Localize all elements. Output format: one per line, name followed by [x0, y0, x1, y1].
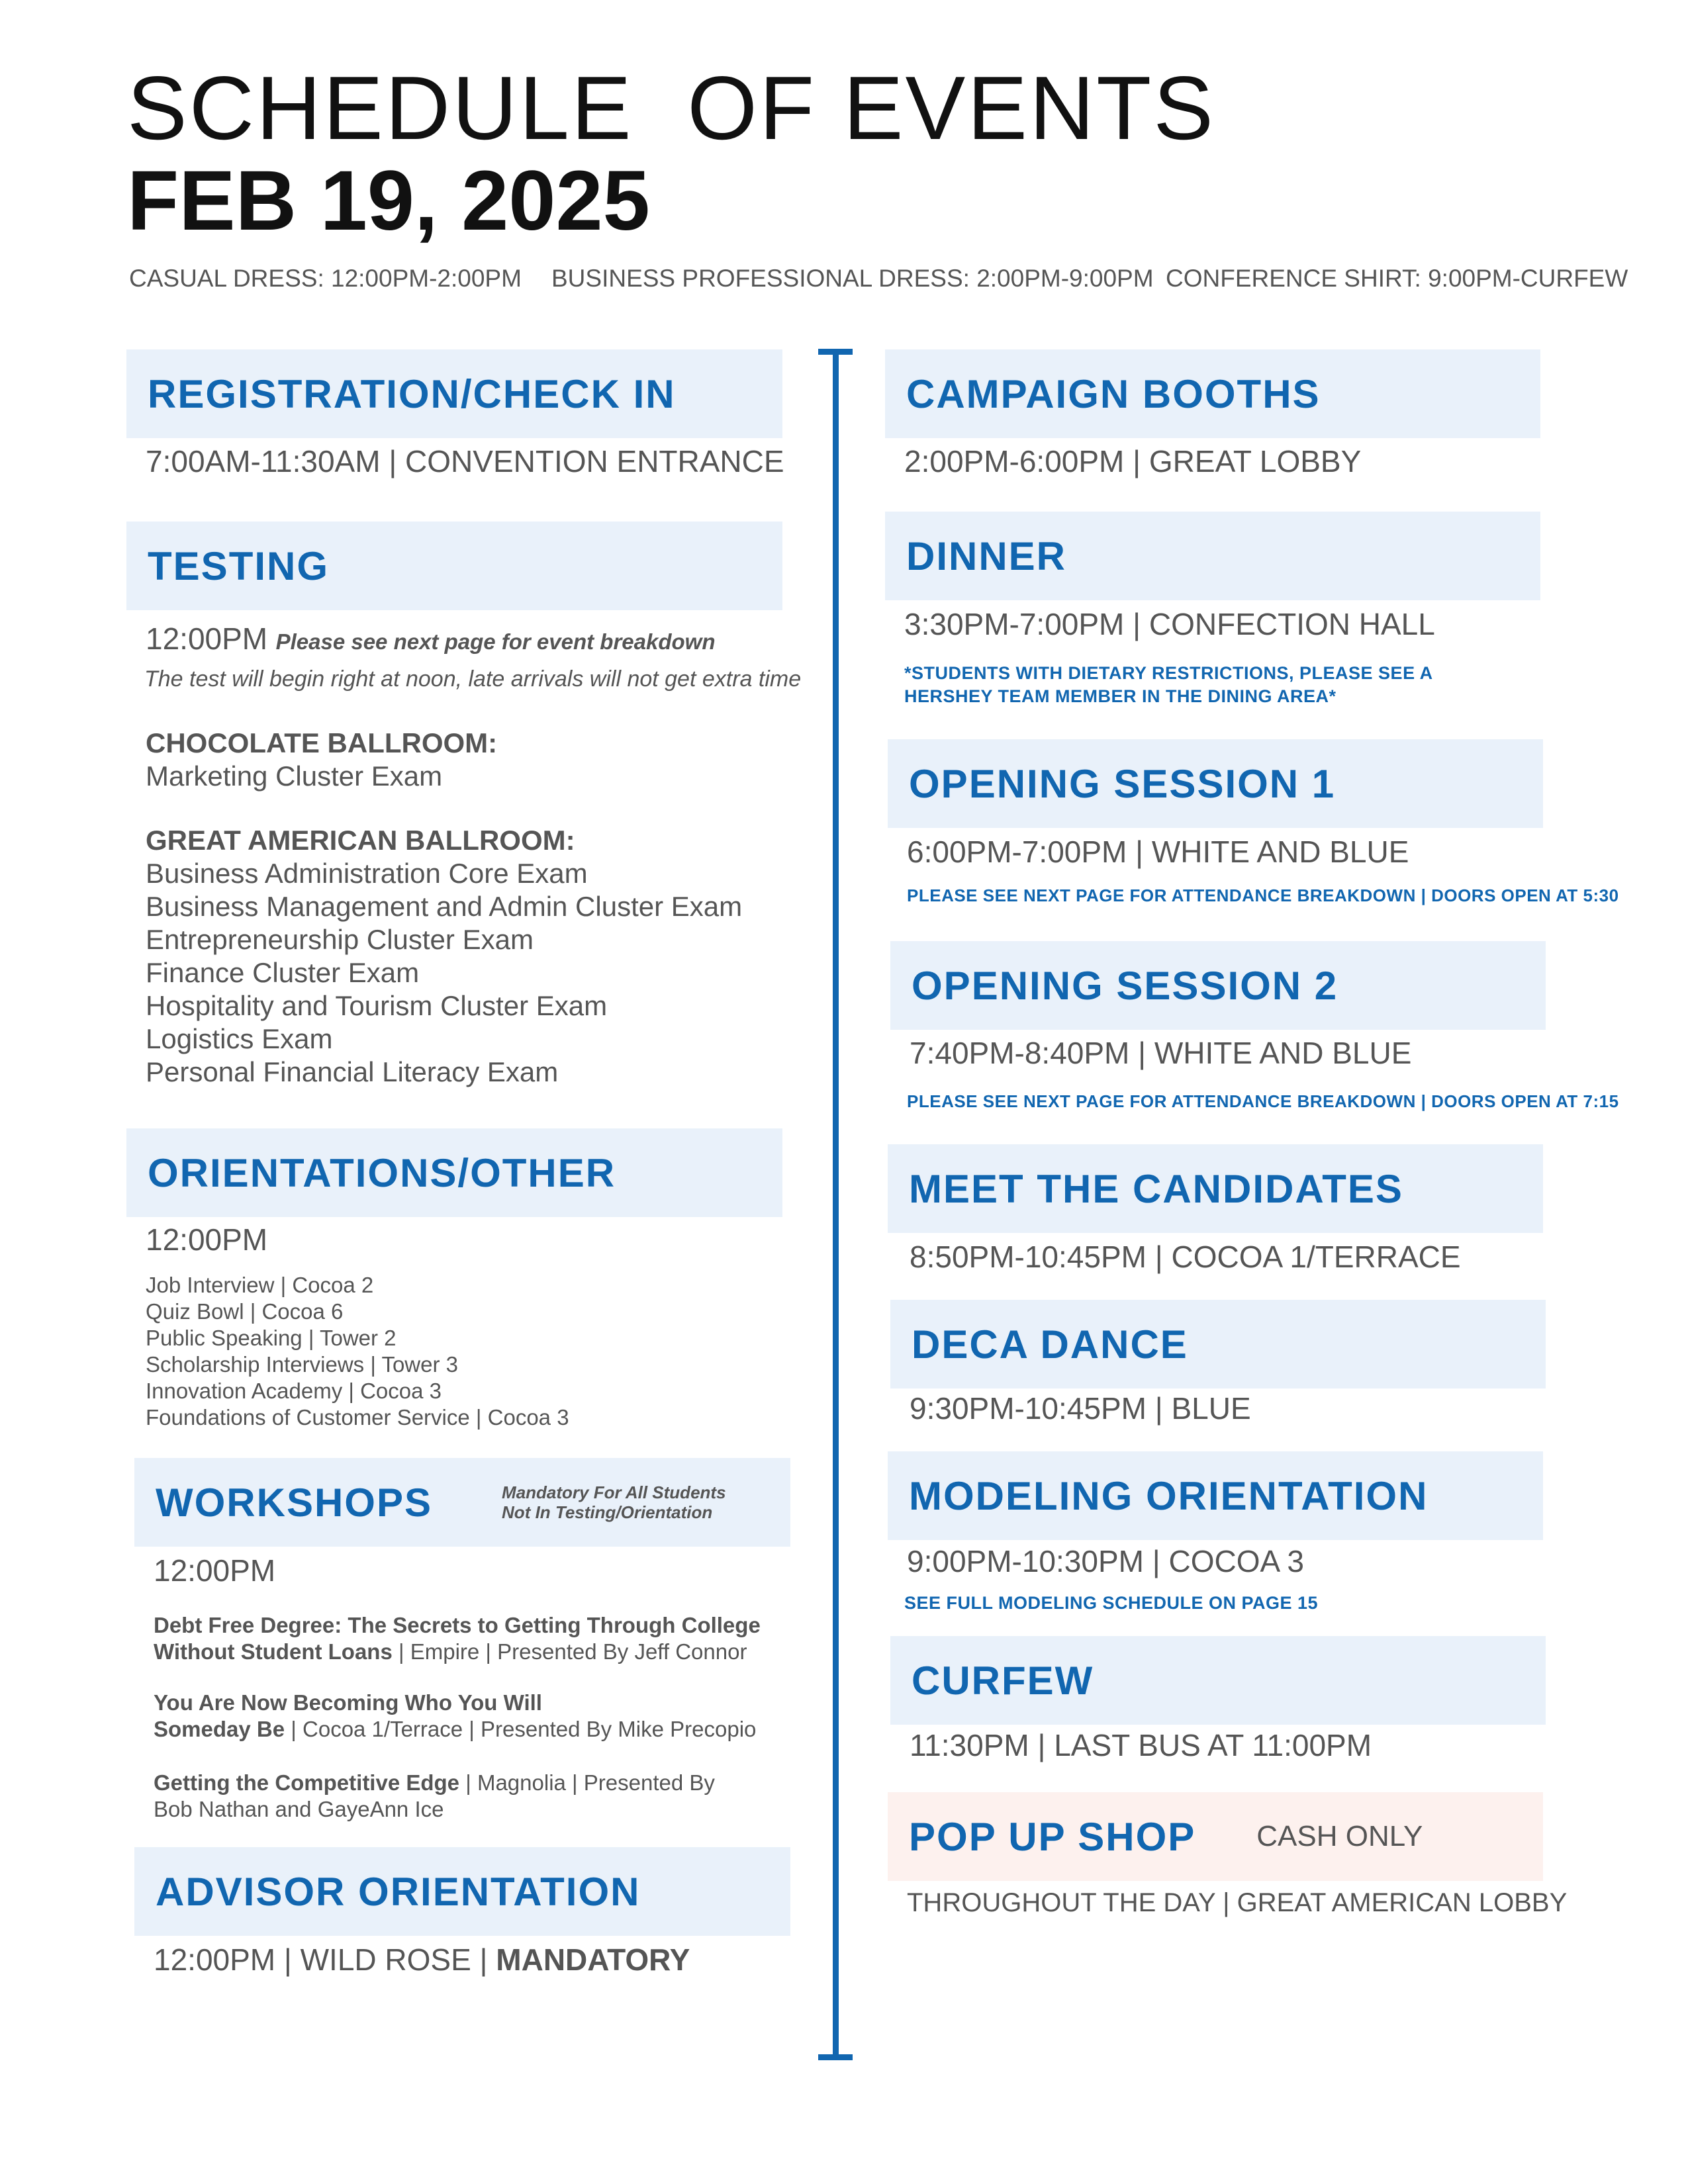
campaign-title: CAMPAIGN BOOTHS [906, 371, 1321, 416]
campaign-time: 2:00PM-6:00PM | GREAT LOBBY [904, 444, 1362, 478]
dress-shirt: CONFERENCE SHIRT: 9:00PM-CURFEW [1166, 265, 1628, 292]
dinner-note-line2: HERSHEY TEAM MEMBER IN THE DINING AREA* [904, 686, 1336, 706]
workshops-note-line2: Not In Testing/Orientation [502, 1502, 713, 1522]
workshop-1 [154, 1612, 761, 1665]
popup-shop-time: THROUGHOUT THE DAY | GREAT AMERICAN LOBBY [907, 1888, 1568, 1917]
workshop-3-details: | Magnolia | Presented By [459, 1770, 715, 1795]
popup-shop-header [888, 1792, 1543, 1881]
modeling-time: 9:00PM-10:30PM | COCOA 3 [907, 1544, 1304, 1578]
page-title: SCHEDULE OF EVENTS [127, 58, 1215, 158]
orientation-item: Job Interview | Cocoa 2 [146, 1273, 374, 1297]
orientations-header [126, 1128, 782, 1217]
workshops-note-line1: Mandatory For All Students [502, 1482, 726, 1502]
workshop-1-details: | Empire | Presented By Jeff Connor [392, 1639, 747, 1664]
workshop-3 [154, 1770, 715, 1823]
timeline-cap-bottom [818, 2054, 853, 2060]
popup-shop-title: POP UP SHOP [909, 1814, 1196, 1859]
curfew-header [890, 1636, 1546, 1725]
orientation-item: Public Speaking | Tower 2 [146, 1326, 397, 1350]
workshop-2-title-b: Someday Be [154, 1717, 285, 1741]
meet-candidates-time: 8:50PM-10:45PM | COCOA 1/TERRACE [910, 1240, 1461, 1274]
page-date: FEB 19, 2025 [127, 154, 650, 248]
workshop-2-title-a: You Are Now Becoming Who You Will [154, 1690, 542, 1715]
orientation-item: Scholarship Interviews | Tower 3 [146, 1352, 459, 1377]
deca-dance-time: 9:30PM-10:45PM | BLUE [910, 1391, 1251, 1426]
dinner-header [885, 512, 1540, 600]
opening-session-2-header [890, 941, 1546, 1030]
advisor-time: 12:00PM | WILD ROSE | [154, 1942, 496, 1977]
exam-item: Personal Financial Literacy Exam [146, 1056, 559, 1087]
orientations-title: ORIENTATIONS/OTHER [148, 1150, 616, 1195]
dress-business: BUSINESS PROFESSIONAL DRESS: 2:00PM-9:00PM [551, 265, 1154, 292]
dinner-time: 3:30PM-7:00PM | CONFECTION HALL [904, 607, 1435, 641]
dinner-title: DINNER [906, 533, 1067, 578]
orientation-item: Foundations of Customer Service | Cocoa 3 [146, 1405, 569, 1430]
opening-session-2-note: PLEASE SEE NEXT PAGE FOR ATTENDANCE BREAKDOWN | DOORS OPEN AT 7:15 [907, 1091, 1619, 1111]
curfew-time: 11:30PM | LAST BUS AT 11:00PM [910, 1728, 1372, 1762]
advisor-title: ADVISOR ORIENTATION [156, 1869, 641, 1914]
opening-session-2-title: OPENING SESSION 2 [912, 963, 1338, 1008]
workshop-1-title-a: Debt Free Degree: The Secrets to Getting Through College [154, 1613, 761, 1637]
orientations-list [146, 1272, 569, 1431]
workshop-3-title: Getting the Competitive Edge [154, 1770, 460, 1795]
chocolate-ballroom-item: Marketing Cluster Exam [146, 760, 443, 792]
modeling-note: SEE FULL MODELING SCHEDULE ON PAGE 15 [904, 1593, 1319, 1613]
workshops-title: WORKSHOPS [156, 1480, 433, 1525]
meet-candidates-header [888, 1144, 1543, 1233]
timeline-cap-top [818, 349, 853, 355]
workshop-3-presenters: Bob Nathan and GayeAnn Ice [154, 1797, 444, 1821]
exam-item: Hospitality and Tourism Cluster Exam [146, 990, 608, 1021]
registration-time: 7:00AM-11:30AM | CONVENTION ENTRANCE [146, 444, 784, 478]
popup-shop-tag: CASH ONLY [1256, 1819, 1423, 1852]
opening-session-1-header [888, 739, 1543, 828]
workshop-2-details: | Cocoa 1/Terrace | Presented By Mike Precopio [285, 1717, 757, 1741]
modeling-title: MODELING ORIENTATION [909, 1473, 1429, 1518]
testing-time: 12:00PM [146, 621, 268, 656]
registration-title: REGISTRATION/CHECK IN [148, 371, 676, 416]
advisor-mandatory: MANDATORY [496, 1942, 690, 1977]
orientation-item: Quiz Bowl | Cocoa 6 [146, 1299, 344, 1324]
testing-time-row [146, 622, 716, 656]
dinner-note [904, 662, 1433, 708]
testing-note: The test will begin right at noon, late arrivals will not get extra time [144, 666, 802, 692]
exam-item: Finance Cluster Exam [146, 957, 420, 988]
deca-dance-header [890, 1300, 1546, 1388]
opening-session-1-note: PLEASE SEE NEXT PAGE FOR ATTENDANCE BREAKDOWN | DOORS OPEN AT 5:30 [907, 886, 1619, 905]
campaign-header [885, 349, 1540, 438]
exam-item: Business Management and Admin Cluster Exam [146, 891, 743, 922]
opening-session-1-time: 6:00PM-7:00PM | WHITE AND BLUE [907, 835, 1409, 869]
chocolate-ballroom-title: CHOCOLATE BALLROOM: [146, 727, 498, 758]
deca-dance-title: DECA DANCE [912, 1322, 1188, 1367]
testing-title: TESTING [148, 543, 330, 588]
dinner-note-line1: *STUDENTS WITH DIETARY RESTRICTIONS, PLEASE SEE A [904, 663, 1433, 683]
modeling-header [888, 1451, 1543, 1540]
meet-candidates-title: MEET THE CANDIDATES [909, 1166, 1403, 1211]
timeline-line [833, 351, 839, 2059]
exam-item: Business Administration Core Exam [146, 858, 588, 889]
great-american-ballroom-title: GREAT AMERICAN BALLROOM: [146, 825, 575, 856]
opening-session-1-title: OPENING SESSION 1 [909, 761, 1336, 806]
workshops-note [502, 1482, 726, 1522]
testing-time-note: Please see next page for event breakdown [275, 629, 716, 654]
workshops-header [134, 1458, 790, 1547]
registration-header [126, 349, 782, 438]
advisor-time-row [154, 1943, 690, 1977]
workshops-time: 12:00PM [154, 1553, 276, 1588]
curfew-title: CURFEW [912, 1658, 1094, 1703]
testing-header [126, 522, 782, 610]
orientations-time: 12:00PM [146, 1222, 268, 1257]
workshop-1-title-b: Without Student Loans [154, 1639, 393, 1664]
opening-session-2-time: 7:40PM-8:40PM | WHITE AND BLUE [910, 1036, 1412, 1070]
exam-item: Entrepreneurship Cluster Exam [146, 924, 534, 955]
dress-casual: CASUAL DRESS: 12:00PM-2:00PM [129, 265, 522, 292]
exam-item: Logistics Exam [146, 1023, 333, 1054]
workshop-2 [154, 1690, 756, 1743]
advisor-header [134, 1847, 790, 1936]
great-american-ballroom-list [146, 857, 742, 1089]
orientation-item: Innovation Academy | Cocoa 3 [146, 1379, 442, 1403]
